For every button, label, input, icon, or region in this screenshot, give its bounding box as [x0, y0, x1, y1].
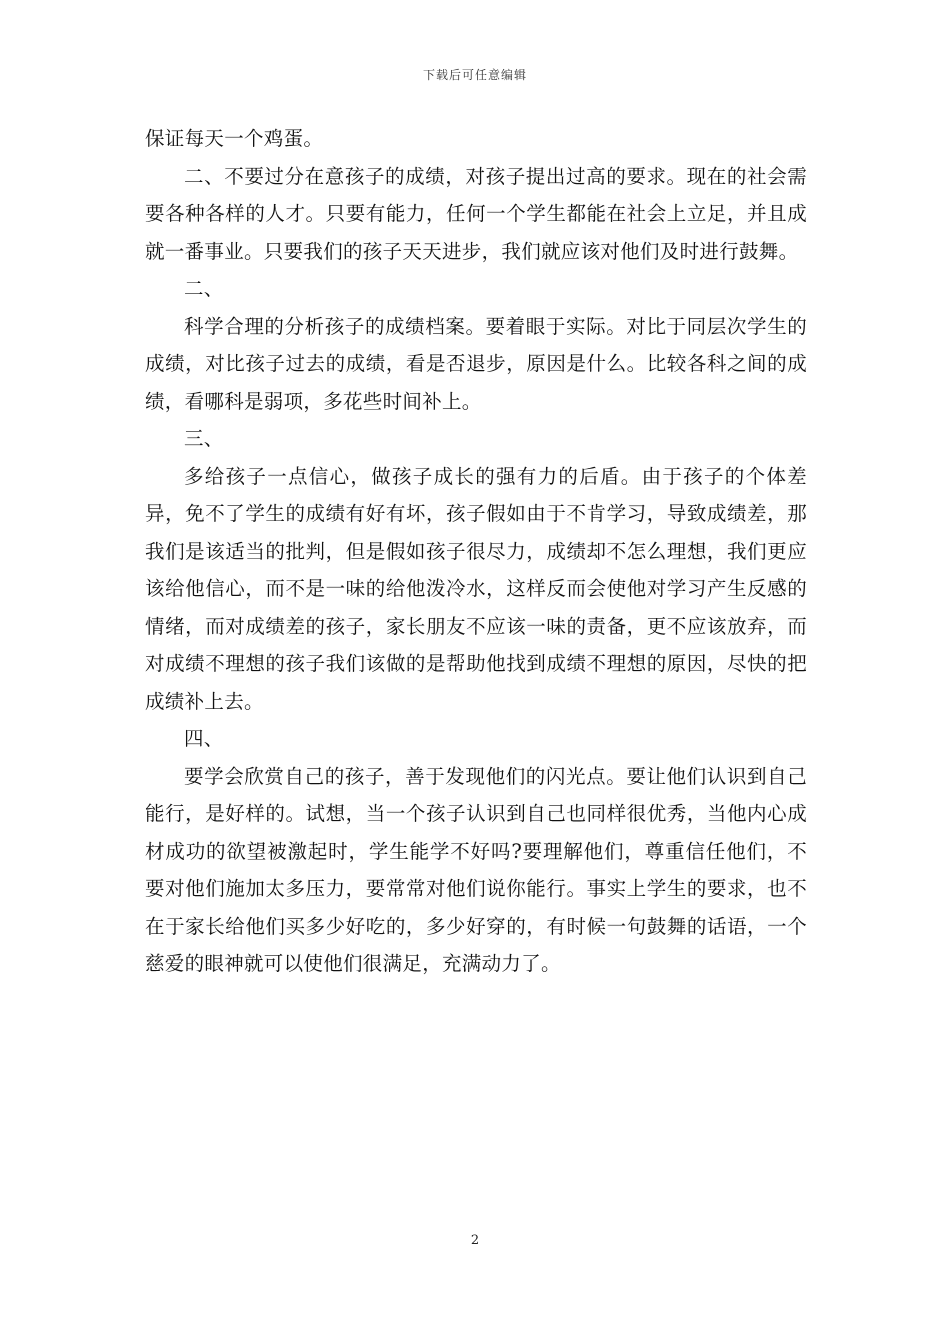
paragraph-1: 保证每天一个鸡蛋。: [145, 127, 324, 150]
paragraph-2: 二、不要过分在意孩子的成绩，对孩子提出过高的要求。现在的社会需要各种各样的人才。只要有能力，任何一个学生都能在社会上立足，并且成就一番事业。只要我们的孩子天天进步，我们就应该对他们及时进行鼓舞。: [145, 164, 807, 263]
page-header: 下载后可任意编辑: [422, 68, 527, 82]
paragraph-4: 多给孩子一点信心，做孩子成长的强有力的后盾。由于孩子的个体差异，免不了学生的成绩有好有坏，孩子假如由于不肯学习，导致成绩差，那我们是该适当的批判，但是假如孩子很尽力，成绩却不怎么理想，我们更应该给他信心，而不是一味的给他泼冷水，这样反而会使他对学习产生反感的情绪，而对成绩差的孩子，家长朋友不应该一味的责备，更不应该放弃，而对成绩不理想的孩子我们该做的是帮助他找到成绩不理想的原因，尽快的把成绩补上去。: [145, 464, 807, 713]
page-number: 2: [470, 1233, 480, 1248]
paragraph-3: 科学合理的分析孩子的成绩档案。要着眼于实际。对比于同层次学生的成绩，对比孩子过去的成绩，看是否退步，原因是什么。比较各科之间的成绩，看哪科是弱项，多花些时间补上。: [145, 314, 807, 413]
paragraph-5: 要学会欣赏自己的孩子，善于发现他们的闪光点。要让他们认识到自己能行，是好样的。试想，当一个孩子认识到自己也同样很优秀，当他内心成材成功的欲望被激起时，学生能学不好吗?要理解他们，尊重信任他们，不要对他们施加太多压力，要常常对他们说你能行。事实上学生的要求，也不在于家长给他们买多少好吃的，多少好穿的，有时候一句鼓舞的话语，一个慈爱的眼神就可以使他们很满足，充满动力了。: [145, 764, 807, 975]
section-heading-4: 四、: [184, 727, 224, 750]
section-heading-2: 二、: [184, 277, 224, 300]
section-heading-3: 三、: [184, 427, 224, 450]
document-body: [145, 120, 807, 983]
